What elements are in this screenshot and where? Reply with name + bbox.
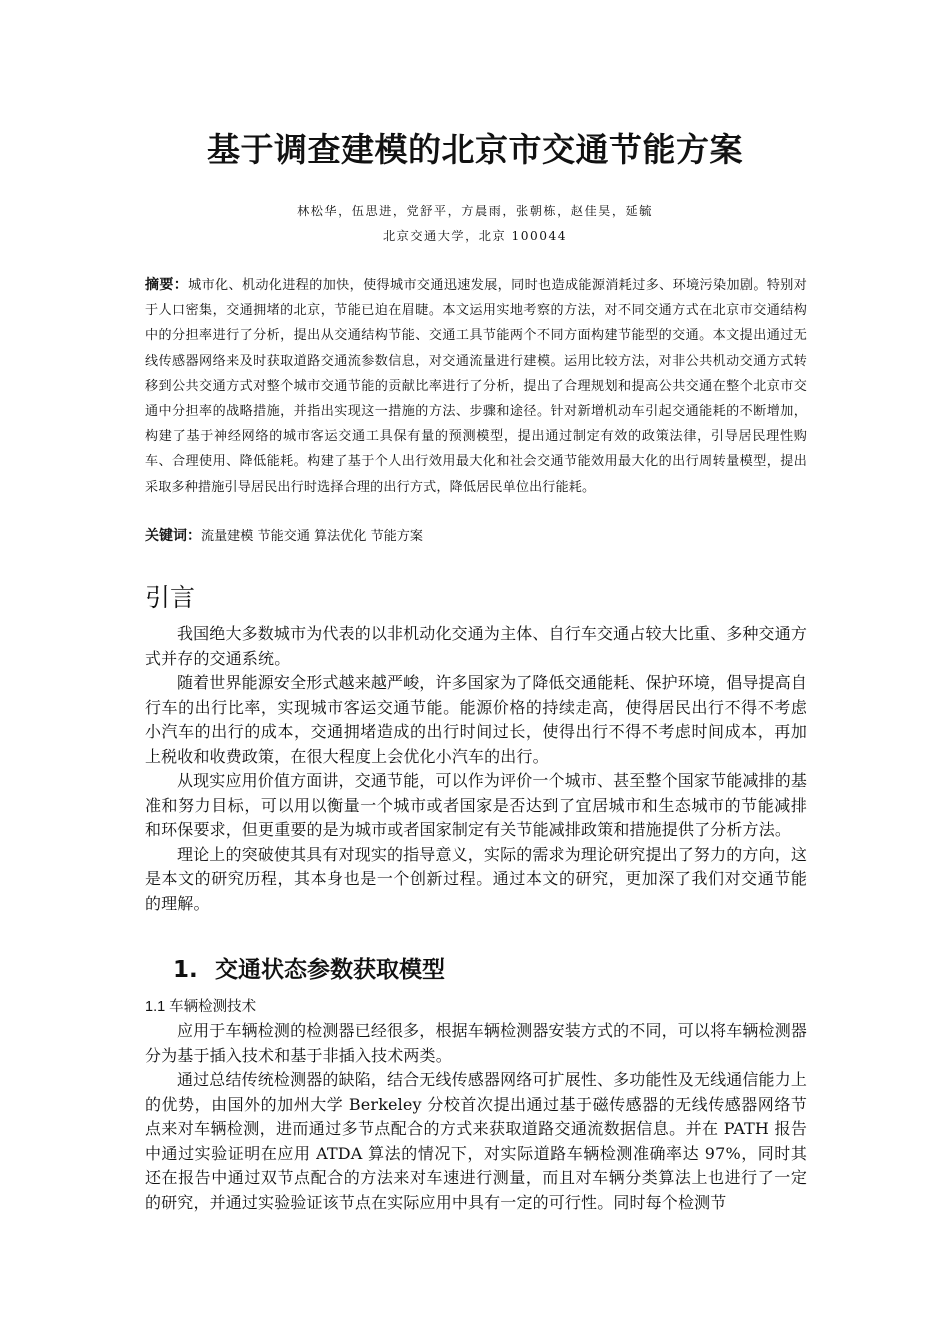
author-list: 林松华，伍思进，党舒平，方晨雨，张朝栋，赵佳昊，延毓 (297, 204, 653, 218)
intro-heading: 引言 (145, 583, 196, 612)
intro-paragraph: 随着世界能源安全形式越来越严峻，许多国家为了降低交通能耗、保护环境，倡导提高自行车的出行比率，实现城市客运交通节能。能源价格的持续走高，使得居民出行不得不考虑小汽车的出行的成本，交通拥堵造成的出行时间过长，使得出行不得不考虑时间成本，再加上税收和收费政策，在很大程度上会优化小汽车的出行。 (145, 673, 807, 766)
section-1-number: 1. (173, 957, 198, 983)
intro-paragraph: 理论上的突破使其具有对现实的指导意义，实际的需求为理论研究提出了努力的方向，这是本文的研究历程，其本身也是一个创新过程。通过本文的研究，更加深了我们对交通节能的理解。 (145, 844, 807, 913)
section-paragraph: 通过总结传统检测器的缺陷，结合无线传感器网络可扩展性、多功能性及无线通信能力上的优势，由国外的加州大学 Berkeley 分校首次提出通过基于磁传感器的无线传感器网络节点来对车辆检测，进而通过多节点配合的方式来获取道路交通流数据信息。并在 PATH 报告中通过实验证明在应用 ATDA 算法的情况下，对实际道路车辆检测准确率达 97%，同时其还在报告中通过双节点配合的方法来对车速进行测量，而且对车辆分类算法上也进行了一定的研究，并通过实验验证该节点在实际应用中具有一定的可行性。同时每个检测节 (145, 1070, 807, 1212)
affiliation: 北京交通大学，北京 100044 (382, 229, 568, 243)
keywords-label: 关键词： (145, 528, 201, 544)
intro-body (145, 622, 807, 916)
abstract (145, 273, 807, 500)
keywords (145, 524, 807, 549)
paper-title: 基于调查建模的北京市交通节能方案 (207, 130, 743, 169)
abstract-text: 城市化、机动化进程的加快，使得城市交通迅速发展，同时也造成能源消耗过多、环境污染加剧。特别对于人口密集，交通拥堵的北京，节能已迫在眉睫。本文运用实地考察的方法，对不同交通方式在北京市交通结构中的分担率进行了分析，提出从交通结构节能、交通工具节能两个不同方面构建节能型的交通。本文提出通过无线传感器网络来及时获取道路交通流参数信息，对交通流量进行建模。运用比较方法，对非公共机动交通方式转移到公共交通方式对整个城市交通节能的贡献比率进行了分析，提出了合理规划和提高公共交通在整个北京市交通中分担率的战略措施，并指出实现这一措施的方法、步骤和途径。针对新增机动车引起交通能耗的不断增加，构建了基于神经网络的城市客运交通工具保有量的预测模型，提出通过制定有效的政策法律，引导居民理性购车、合理使用、降低能耗。构建了基于个人出行效用最大化和社会交通节能效用最大化的出行周转量模型，提出采取多种措施引导居民出行时选择合理的出行方式，降低居民单位出行能耗。 (145, 278, 808, 495)
section-paragraph: 应用于车辆检测的检测器已经很多，根据车辆检测器安装方式的不同，可以将车辆检测器分为基于插入技术和基于非插入技术两类。 (145, 1021, 807, 1065)
keywords-text: 流量建模 节能交通 算法优化 节能方案 (201, 529, 423, 544)
intro-paragraph: 我国绝大多数城市为代表的以非机动化交通为主体、自行车交通占较大比重、多种交通方式并存的交通系统。 (145, 624, 807, 668)
section-1-title: 交通状态参数获取模型 (215, 957, 445, 983)
abstract-label: 摘要： (145, 277, 189, 293)
subsection-1-1-heading: 1.1 车辆检测技术 (145, 999, 257, 1015)
section-1-heading (173, 953, 445, 987)
intro-paragraph: 从现实应用价值方面讲，交通节能，可以作为评价一个城市、甚至整个国家节能减排的基准和努力目标，可以用以衡量一个城市或者国家是否达到了宜居城市和生态城市的节能减排和环保要求，但更重要的是为城市或者国家制定有关节能减排政策和措施提供了分析方法。 (145, 771, 807, 839)
section-1-body (145, 1019, 807, 1215)
